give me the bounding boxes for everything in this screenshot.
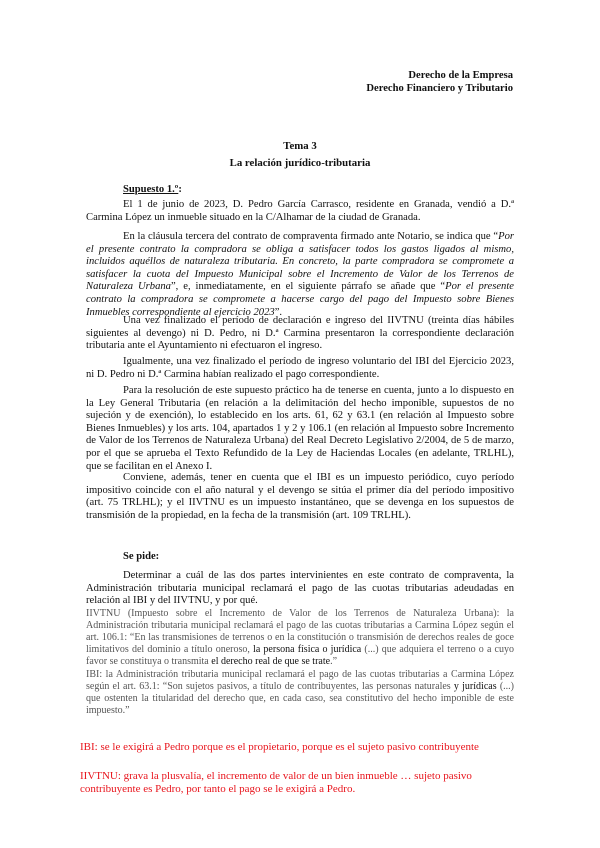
- course-title: Derecho de la Empresa: [408, 70, 513, 81]
- case-heading: Supuesto 1.º:: [123, 184, 182, 195]
- paragraph-devengo: Conviene, además, tener en cuenta que el IBI es un impuesto periódico, cuyo período impositivo coincide con el año natural y el devengo se sitúa el primer día del período impositivo (art. 75 TRLHL); y el IIVTNU es un impuesto instantáneo, que se devenga en los supuestos de transmisión de la propiedad, en la fecha de la transmisión (art. 109 TRLHL).: [86, 472, 514, 521]
- paragraph-clause: En la cláusula tercera del contrato de compraventa firmado ante Notario, se indica que “Por el presente contrato la compradora se obliga a satisfacer todos los gastos ligados al mismo, incluidos aquéllos de naturaleza tributaria. En concreto, la parte compradora se compromete a satisfacer la cuota del Impuesto Municipal sobre el Incremento de Valor de los Terrenos de Naturaleza Urbana”, e, inmediatamente, en el siguiente párrafo se añade que “Por el presente contrato la compradora se compromete a hacerse cargo del pago del Impuesto sobre Bienes Inmuebles correspondiente al ejercicio 2023”.: [86, 231, 515, 318]
- document-header: [366, 69, 513, 95]
- paragraph-iivtnu-period: Una vez finalizado el período de declaración e ingreso del IIVTNU (treinta días hábiles siguientes al devengo) ni D. Pedro, ni D.ª Carmina presentaron la correspondiente declaración tributaria ante el Ayuntamiento ni efectuaron el ingreso.: [86, 315, 514, 352]
- topic-title: La relación jurídico-tributaria: [229, 157, 371, 169]
- subject-title: Derecho Financiero y Tributario: [366, 83, 513, 94]
- paragraph-question: Determinar a cuál de las dos partes intervinientes en este contrato de compraventa, la Administración tributaria municipal reclamará el pago de las cuotas tributarias adeudadas en relación al IBI y del IIVTNU, y por qué.: [86, 570, 514, 607]
- note-iivtnu: IIVTNU: grava la plusvalía, el incremento de valor de un bien inmueble … sujeto pasivo contribuyente es Pedro, por tanto el pago se le exigirá a Pedro.: [80, 770, 472, 795]
- paragraph-sale: El 1 de junio de 2023, D. Pedro García Carrasco, residente en Granada, vendió a D.ª Carmina López un inmueble situado en la C/Alhamar de la ciudad de Granada.: [86, 199, 514, 223]
- note-ibi: IBI: se le exigirá a Pedro porque es el propietario, porque es el sujeto pasivo contribuyente: [80, 741, 479, 753]
- answer-iivtnu: IIVTNU (Impuesto sobre el Incremento de Valor de los Terrenos de Naturaleza Urbana): la Administración tributaria municipal reclamará el pago de las cuotas tributarias a Carmina López según el art. 106.1: “En las transmisiones de terrenos o en la constitución o transmisión de derechos reales de goce limitativos del dominio a título oneroso, la persona física o jurídica (...) que adquiera el terreno o a cuyo favor se constituya o transmita el derecho real de que se trate.”: [86, 608, 514, 667]
- request-heading: Se pide:: [123, 551, 160, 562]
- topic-number: Tema 3: [283, 140, 317, 152]
- paragraph-legal-basis: Para la resolución de este supuesto práctico ha de tenerse en cuenta, junto a lo dispuesto en la Ley General Tributaria (en relación a la delimitación del hecho imponible, supuestos de no sujeción y de exención), lo establecido en los arts. 61, 62 y 63.1 (en relación al Impuesto sobre Bienes Inmuebles) y los arts. 104, apartados 1 y 2 y 106.1 (en relación al Impuesto sobre Incremento de Valor de los Terrenos de Naturaleza Urbana) del Real Decreto Legislativo 2/2004, de 5 de marzo, por el que se aprueba el Texto Refundido de la Ley de Haciendas Locales (en adelante, TRLHL), que se facilitan en el Anexo I.: [86, 385, 514, 472]
- answer-ibi: IBI: la Administración tributaria municipal reclamará el pago de las cuotas tributarias a Carmina López según el art. 63.1: “Son sujetos pasivos, a título de contribuyentes, las personas naturales y jurídicas (...) que ostenten la titularidad del derecho que, en cada caso, sea constitutivo del hecho imponible de este impuesto.”: [86, 669, 514, 716]
- paragraph-ibi-period: Igualmente, una vez finalizado el período de ingreso voluntario del IBI del Ejercicio 2023, ni D. Pedro ni D.ª Carmina habían realizado el pago correspondiente.: [86, 356, 514, 380]
